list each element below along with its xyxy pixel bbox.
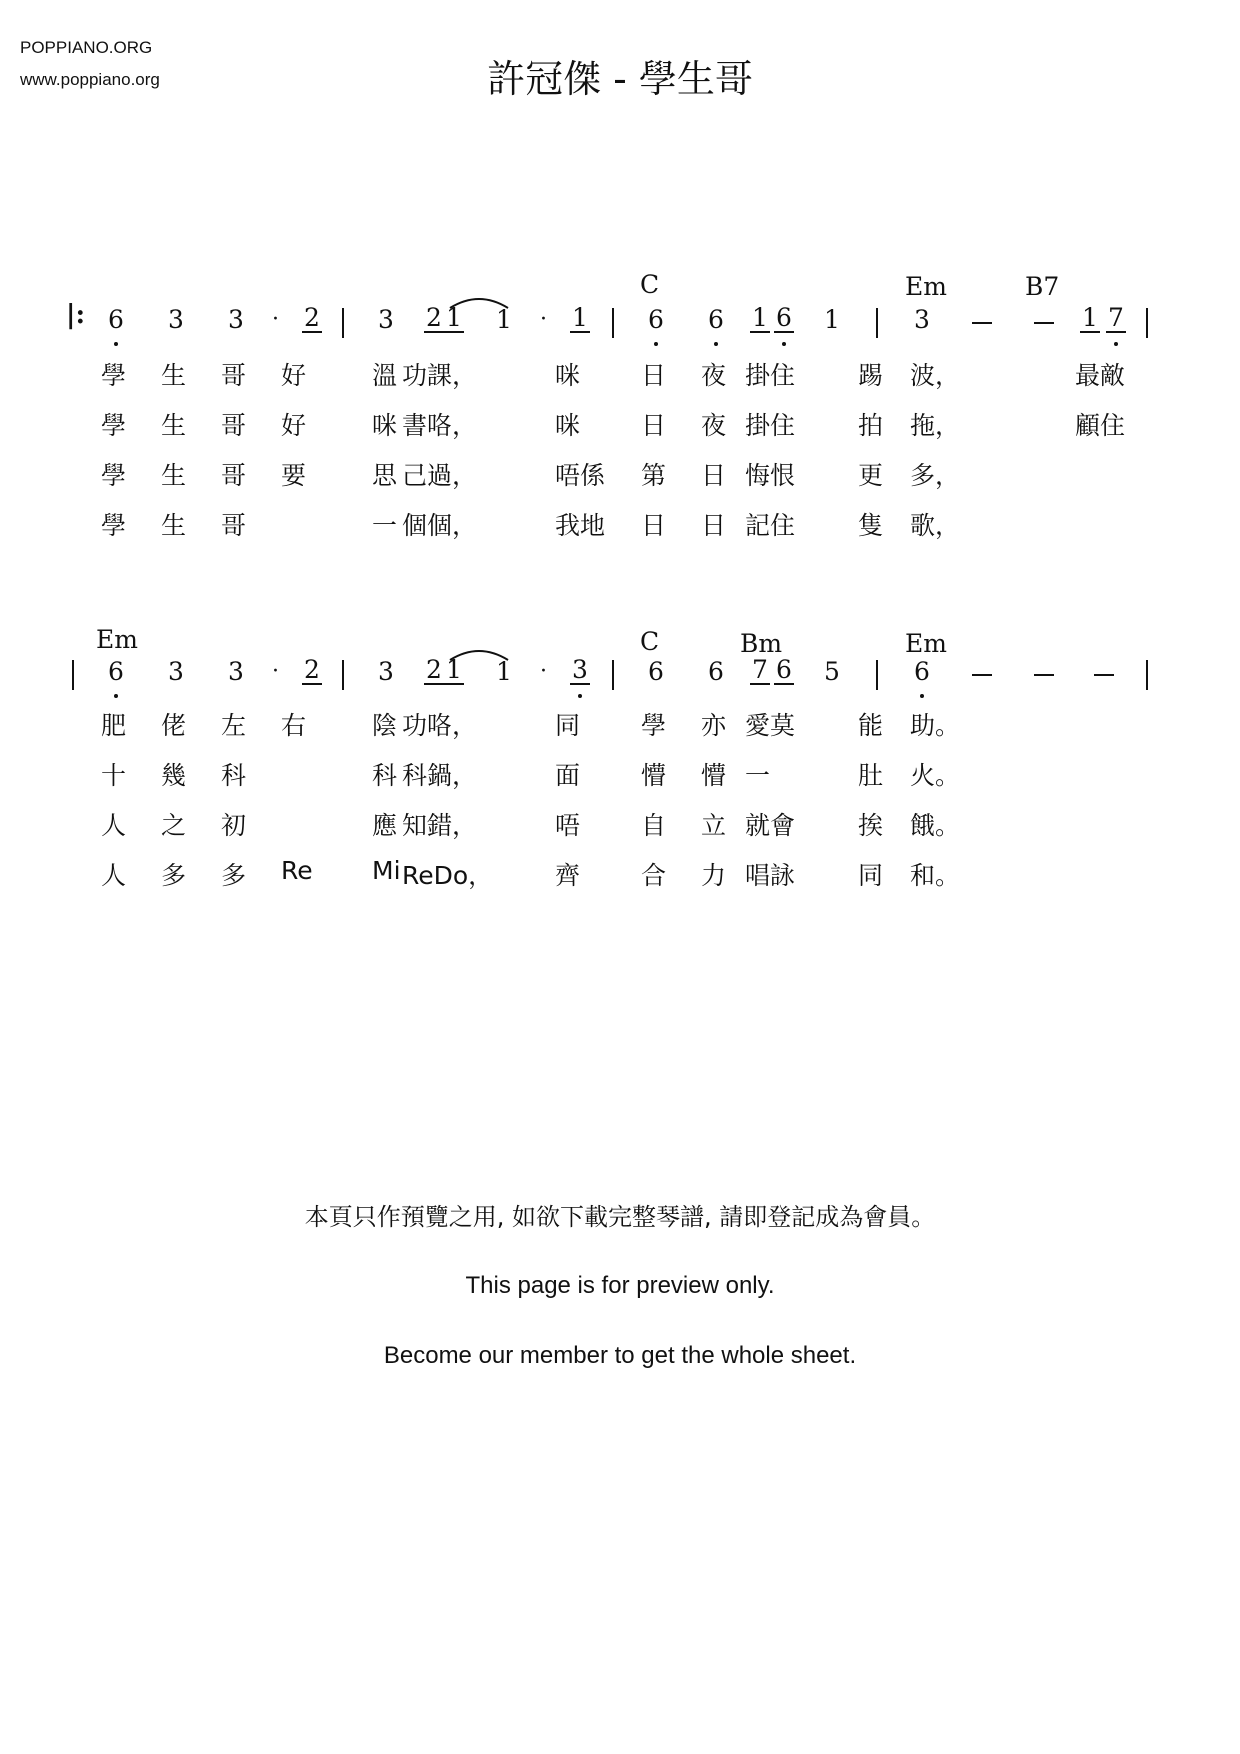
lyric-text: 多，	[910, 461, 961, 490]
lyric-text: 多	[221, 861, 247, 890]
lyric-text: ReDo，	[402, 861, 494, 890]
membership-notice: Become our member to get the whole sheet.	[383, 1342, 857, 1369]
note: 3	[168, 657, 184, 686]
lyric-text: 好	[281, 361, 307, 390]
note: 2	[302, 657, 322, 685]
note: 3	[914, 305, 930, 334]
lyric-text: 生	[161, 361, 187, 390]
lyric-text: 幾	[161, 761, 187, 790]
lyric-text: 記住	[745, 511, 796, 540]
lyric-text: 第	[641, 461, 667, 490]
chord-label: B7	[1025, 272, 1060, 301]
lyric-text: 波，	[910, 361, 961, 390]
lyric-text: 應	[372, 811, 398, 840]
preview-notice-english: This page is for preview only.	[465, 1272, 775, 1299]
lyric-text: 生	[161, 461, 187, 490]
low-octave-dot	[654, 342, 658, 346]
lyric-text: 合	[641, 861, 667, 890]
lyric-text: 生	[161, 511, 187, 540]
note: 3	[378, 305, 394, 334]
note: 6	[914, 657, 930, 686]
lyric-text: 哥	[221, 411, 247, 440]
lyric-text: Mi	[372, 856, 401, 885]
preview-notice-chinese: 本頁只作預覽之用, 如欲下載完整琴譜, 請即登記成為會員。	[304, 1203, 936, 1231]
lyric-text: 日	[701, 461, 727, 490]
sustain-dash	[1034, 322, 1054, 324]
repeat-sign: |:	[66, 300, 86, 330]
note: 6	[648, 305, 664, 334]
lyric-text: 愛莫	[745, 711, 796, 740]
lyric-text: 力	[701, 861, 727, 890]
note: 2	[424, 305, 444, 333]
note: 1	[824, 305, 840, 334]
lyric-text: 咪	[372, 411, 398, 440]
lyric-text: 拖，	[910, 411, 961, 440]
lyric-text: 一	[372, 511, 398, 540]
lyric-text: 功課，	[402, 361, 478, 390]
lyric-text: 一	[745, 761, 771, 790]
site-name: POPPIANO.ORG	[20, 38, 153, 57]
note: 6	[648, 657, 664, 686]
note: 1	[444, 305, 464, 333]
barline	[342, 660, 344, 690]
chord-label: Bm	[740, 629, 783, 658]
lyric-text: 和。	[910, 861, 961, 890]
lyric-text: 佬	[161, 711, 187, 740]
barline	[612, 308, 614, 338]
lyric-text: 個個，	[402, 511, 478, 540]
lyric-text: 功咯，	[402, 711, 478, 740]
barline	[342, 308, 344, 338]
note: 6	[108, 657, 124, 686]
low-octave-dot	[1114, 342, 1118, 346]
lyric-text: 最敵	[1075, 361, 1126, 390]
lyric-text: 同	[555, 711, 581, 740]
note: 7	[1106, 305, 1126, 333]
augmentation-dot: ·	[540, 307, 547, 332]
lyric-text: 踢	[858, 361, 884, 390]
lyric-text: 多	[161, 861, 187, 890]
low-octave-dot	[782, 342, 786, 346]
lyric-text: 學	[101, 511, 127, 540]
sustain-dash	[972, 674, 992, 676]
lyric-text: 日	[641, 511, 667, 540]
barline	[1146, 308, 1148, 338]
lyric-text: 學	[101, 411, 127, 440]
low-octave-dot	[114, 694, 118, 698]
lyric-text: 掛住	[745, 361, 796, 390]
lyric-text: 科	[372, 761, 398, 790]
chord-label: C	[640, 270, 660, 299]
lyric-text: 日	[701, 511, 727, 540]
lyric-text: 咪	[555, 361, 581, 390]
barline	[1146, 660, 1148, 690]
lyric-text: 溫	[372, 361, 398, 390]
note: 1	[496, 657, 512, 686]
lyric-text: 餓。	[910, 811, 961, 840]
lyric-text: 思	[372, 461, 398, 490]
lyric-text: 唱詠	[745, 861, 796, 890]
lyric-text: 肥	[101, 711, 127, 740]
sustain-dash	[1034, 674, 1054, 676]
note: 1	[444, 657, 464, 685]
lyric-text: 初	[221, 811, 247, 840]
lyric-text: 右	[281, 711, 307, 740]
note: 6	[708, 657, 724, 686]
lyric-text: 咪	[555, 411, 581, 440]
note: 3	[378, 657, 394, 686]
chord-label: Em	[96, 625, 138, 654]
lyric-text: 唔	[555, 811, 581, 840]
lyric-text: 哥	[221, 461, 247, 490]
lyric-text: 要	[281, 461, 307, 490]
lyric-text: 生	[161, 411, 187, 440]
site-url: www.poppiano.org	[20, 70, 160, 89]
lyric-text: 懵	[641, 761, 667, 790]
lyric-text: 好	[281, 411, 307, 440]
lyric-text: 更	[858, 461, 884, 490]
note: 6	[774, 305, 794, 333]
note: 6	[708, 305, 724, 334]
lyric-text: 挨	[858, 811, 884, 840]
chord-label: C	[640, 627, 660, 656]
lyric-text: 亦	[701, 711, 727, 740]
sustain-dash	[972, 322, 992, 324]
lyric-text: 就會	[745, 811, 796, 840]
low-octave-dot	[578, 694, 582, 698]
lyric-text: 懵	[701, 761, 727, 790]
note: 1	[496, 305, 512, 334]
sustain-dash	[1094, 674, 1114, 676]
note: 3	[228, 657, 244, 686]
chord-label: Em	[905, 629, 947, 658]
lyric-text: 日	[641, 361, 667, 390]
note: 3	[570, 657, 590, 685]
lyric-text: 火。	[910, 761, 961, 790]
low-octave-dot	[920, 694, 924, 698]
barline	[876, 308, 878, 338]
lyric-text: 隻	[858, 511, 884, 540]
lyric-text: 面	[555, 761, 581, 790]
lyric-text: 唔係	[555, 461, 606, 490]
lyric-text: 掛住	[745, 411, 796, 440]
barline	[876, 660, 878, 690]
low-octave-dot	[714, 342, 718, 346]
note: 1	[570, 305, 590, 333]
lyric-text: 立	[701, 811, 727, 840]
lyric-text: 夜	[701, 411, 727, 440]
lyric-text: 陰	[372, 711, 398, 740]
lyric-text: 知錯，	[402, 811, 478, 840]
augmentation-dot: ·	[540, 659, 547, 684]
lyric-text: 科鍋，	[402, 761, 478, 790]
lyric-text: 我地	[555, 511, 606, 540]
chord-label: Em	[905, 272, 947, 301]
lyric-text: 哥	[221, 511, 247, 540]
note: 2	[424, 657, 444, 685]
lyric-text: 十	[101, 761, 127, 790]
note: 1	[1080, 305, 1100, 333]
lyric-text: 學	[101, 361, 127, 390]
lyric-text: 齊	[555, 861, 581, 890]
note: 2	[302, 305, 322, 333]
lyric-text: 己過，	[402, 461, 478, 490]
lyric-text: 書咯，	[402, 411, 478, 440]
lyric-text: 夜	[701, 361, 727, 390]
augmentation-dot: ·	[272, 307, 279, 332]
lyric-text: 自	[641, 811, 667, 840]
barline	[612, 660, 614, 690]
lyric-text: Re	[281, 856, 313, 885]
note: 6	[108, 305, 124, 334]
lyric-text: 人	[101, 861, 127, 890]
lyric-text: 肚	[858, 761, 884, 790]
lyric-text: 同	[858, 861, 884, 890]
lyric-text: 日	[641, 411, 667, 440]
note: 6	[774, 657, 794, 685]
lyric-text: 能	[858, 711, 884, 740]
note: 3	[228, 305, 244, 334]
low-octave-dot	[114, 342, 118, 346]
lyric-text: 助。	[910, 711, 961, 740]
lyric-text: 學	[641, 711, 667, 740]
note: 3	[168, 305, 184, 334]
note: 5	[824, 657, 840, 686]
lyric-text: 學	[101, 461, 127, 490]
lyric-text: 之	[161, 811, 187, 840]
lyric-text: 左	[221, 711, 247, 740]
note: 7	[750, 657, 770, 685]
lyric-text: 科	[221, 761, 247, 790]
lyric-text: 顧住	[1075, 411, 1126, 440]
lyric-text: 哥	[221, 361, 247, 390]
lyric-text: 悔恨	[745, 461, 796, 490]
note: 1	[750, 305, 770, 333]
augmentation-dot: ·	[272, 659, 279, 684]
lyric-text: 歌，	[910, 511, 961, 540]
lyric-text: 人	[101, 811, 127, 840]
page-title: 許冠傑 - 學生哥	[487, 57, 753, 101]
barline	[72, 660, 74, 690]
lyric-text: 拍	[858, 411, 884, 440]
